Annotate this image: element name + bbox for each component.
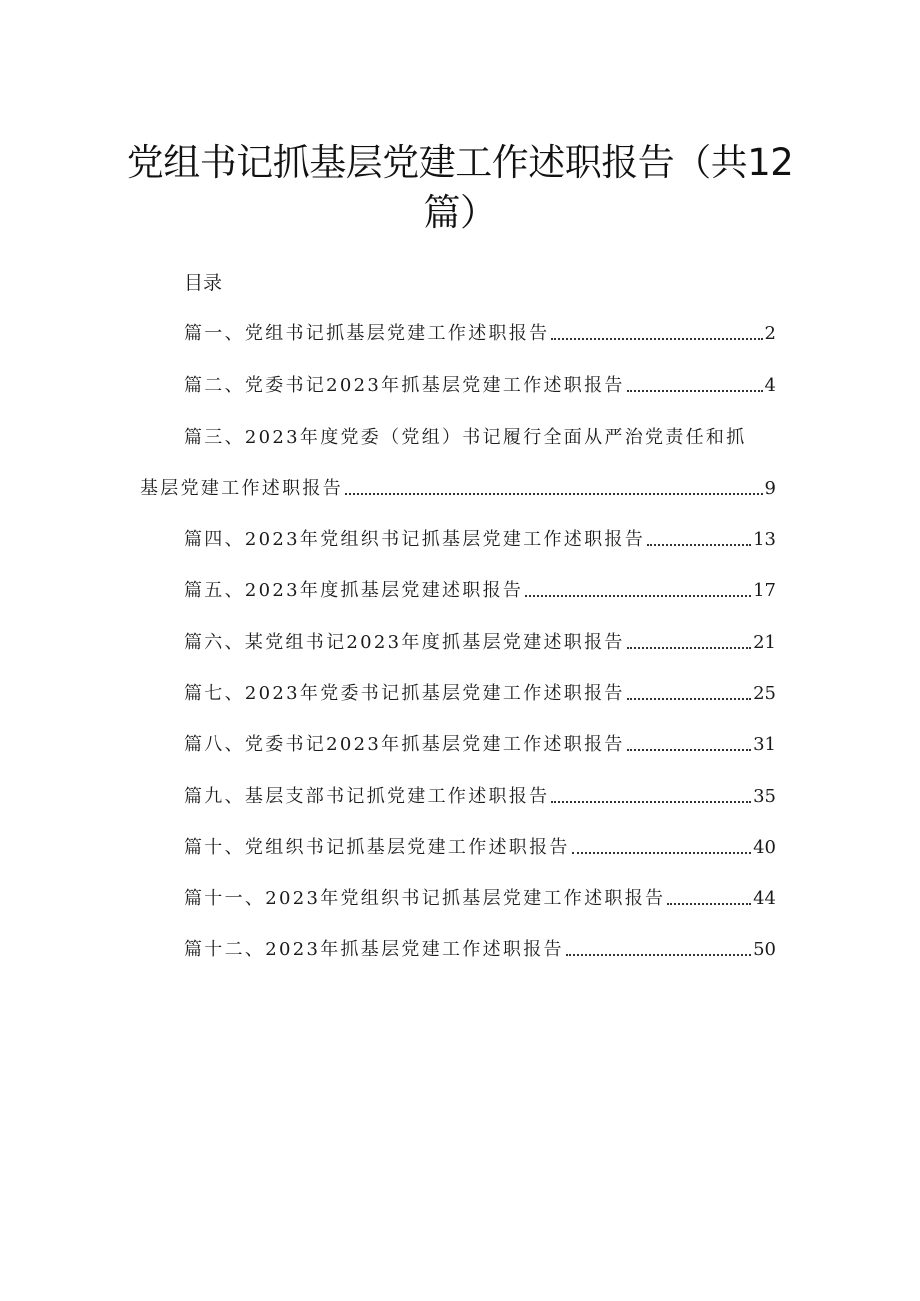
- toc-entry-12[interactable]: [184, 937, 776, 963]
- toc-leader-dots: [572, 852, 751, 854]
- toc-entry-3[interactable]: [140, 476, 776, 502]
- toc-entry-title: 篇五、2023年度抓基层党建述职报告: [184, 580, 524, 601]
- toc-entry-page: 25: [753, 683, 776, 704]
- toc-entry-4[interactable]: [184, 527, 776, 553]
- toc-entry-page: 17: [753, 580, 776, 601]
- toc-leader-dots: [627, 698, 751, 700]
- toc-entry-title: 篇七、2023年党委书记抓基层党建工作述职报告: [184, 683, 625, 704]
- toc-entry-9[interactable]: [184, 784, 776, 810]
- toc-leader-dots: [525, 595, 751, 597]
- toc-entry-5[interactable]: [184, 578, 776, 604]
- toc-leader-dots: [345, 493, 763, 495]
- toc-entry-page: 2: [764, 323, 776, 344]
- toc-leader-dots: [627, 390, 763, 392]
- toc-entry-title: 篇十一、2023年党组织书记抓基层党建工作述职报告: [184, 888, 666, 909]
- toc-entry-title: 篇十、党组织书记抓基层党建工作述职报告: [184, 837, 570, 858]
- toc-entry-3-line1[interactable]: 篇三、2023年度党委（党组）书记履行全面从严治党责任和抓: [184, 427, 747, 448]
- toc-heading: 目录: [184, 272, 223, 294]
- toc-leader-dots: [667, 903, 751, 905]
- toc-entry-8[interactable]: [184, 732, 776, 758]
- toc-leader-dots: [566, 954, 751, 956]
- document-title: 党组书记抓基层党建工作述职报告（共12篇）: [126, 141, 794, 234]
- toc-entry-title: 篇一、党组书记抓基层党建工作述职报告: [184, 323, 550, 344]
- toc-entry-title: 篇六、某党组书记2023年度抓基层党建述职报告: [184, 632, 625, 653]
- toc-entry-7[interactable]: [184, 681, 776, 707]
- toc-entry-title: 篇四、2023年党组织书记抓基层党建工作述职报告: [184, 529, 646, 550]
- toc-entry-page: 21: [753, 632, 776, 653]
- toc-entry-page: 50: [753, 939, 776, 960]
- toc-entry-page: 13: [753, 529, 776, 550]
- toc-entry-1[interactable]: [184, 321, 776, 347]
- toc-entry-6[interactable]: [184, 630, 776, 656]
- toc-leader-dots: [627, 647, 751, 649]
- toc-entry-title: 基层党建工作述职报告: [140, 478, 343, 499]
- toc-entry-11[interactable]: [184, 886, 776, 912]
- toc-entry-2[interactable]: [184, 373, 776, 399]
- toc-leader-dots: [627, 749, 751, 751]
- toc-entry-10[interactable]: [184, 835, 776, 861]
- toc-entry-title: 篇八、党委书记2023年抓基层党建工作述职报告: [184, 734, 625, 755]
- toc-entry-page: 44: [753, 888, 776, 909]
- toc-entry-page: 4: [764, 375, 776, 396]
- toc-entry-title: 篇九、基层支部书记抓党建工作述职报告: [184, 786, 550, 807]
- toc-leader-dots: [551, 801, 751, 803]
- toc-entry-page: 9: [764, 478, 776, 499]
- toc-leader-dots: [551, 338, 762, 340]
- toc-leader-dots: [647, 544, 751, 546]
- toc-entry-page: 31: [753, 734, 776, 755]
- toc-entry-page: 40: [753, 837, 776, 858]
- toc-entry-page: 35: [753, 786, 776, 807]
- toc-entry-title: 篇十二、2023年抓基层党建工作述职报告: [184, 939, 564, 960]
- toc-entry-title: 篇二、党委书记2023年抓基层党建工作述职报告: [184, 375, 625, 396]
